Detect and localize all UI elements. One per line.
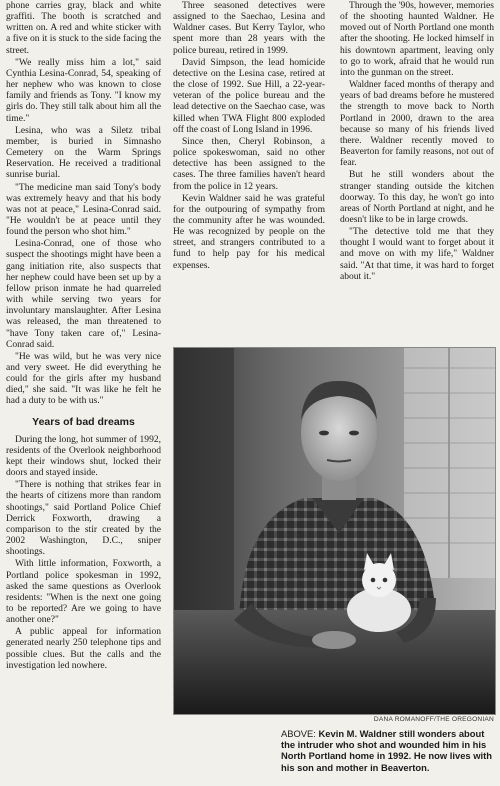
news-photo [173, 347, 496, 715]
article-column-3 [340, 0, 494, 283]
paragraph: David Simpson, the lead homicide detective on the Lesina case, retired at the close of 1992. Sue Hill, a 22-year-veteran of the police bureau and the lead detective on the Saechao case, was killed when TWA Flight 800 exploded off the coast of Long Island in 1996. [173, 56, 325, 135]
paragraph: With little information, Foxworth, a Portland police spokesman in 1992, asked the same questions as Overlook residents: "When is the next one going to be reported? Are we going to have another one?" [6, 558, 161, 626]
paragraph: But he still wonders about the stranger standing outside the kitchen doorway. To this day, he won't go into areas of North Portland at night, and he doesn't like to be in large crowds. [340, 169, 494, 225]
paragraph: "There is nothing that strikes fear in the hearts of citizens more than random shootings," said Portland Police Chief Derrick Foxworth, drawing a comparison to the stir created by the 2002 Washington, D.C., sniper shootings. [6, 479, 161, 558]
article-column-2 [173, 0, 325, 272]
caption-text: Kevin M. Waldner still wonders about the intruder who shot and wounded him in his North Portland home in 1992. He now lives with his son and mother in Beaverton. [281, 728, 492, 773]
paragraph: Lesina, who was a Siletz tribal member, is buried in Simnasho Cemetery on the Warm Springs Reservation. He received a traditional sunrise burial. [6, 124, 161, 181]
paragraph: Waldner faced months of therapy and years of bad dreams before he mustered the strength to move back to North Portland in 2000, drawn to the area because so many of his friends lived there. Waldner recently moved to Beaverton for family reasons, not out of fear. [340, 79, 494, 169]
article-column-1 [6, 0, 161, 672]
paragraph: A public appeal for information generated nearly 250 telephone tips and possible clues. But the calls and the investigation led nowhere. [6, 626, 161, 671]
photo-caption [281, 728, 495, 773]
paragraph: During the long, hot summer of 1992, residents of the Overlook neighborhood kept their windows shut, locked their doors and stayed inside. [6, 433, 161, 479]
paragraph: "He was wild, but he was very nice and very sweet. He did everything he could for the girls after my husband died," she said. "It was like he felt he had a duty to be with us." [6, 350, 161, 407]
paragraph: Through the '90s, however, memories of the shooting haunted Waldner. He moved out of North Portland one month after the shooting. He locked himself in his downtown apartment, leaving only to go to work, afraid that he would run into the gunman on the street. [340, 0, 494, 78]
paragraph: "The medicine man said Tony's body was extremely heavy and that his body was not at peace," Lesina-Conrad said. "He wouldn't be at peace until they found the person who shot him." [6, 181, 161, 238]
paragraph: "The detective told me that they thought I would want to forget about it and move on with my life," Waldner said. "At that time, it was hard to forget about it." [340, 226, 494, 282]
paragraph: Three seasoned detectives were assigned to the Saechao, Lesina and Waldner cases. But Kerry Taylor, who spent more than 28 years with the police bureau, retired in 1999. [173, 0, 325, 56]
paragraph: "We really miss him a lot," said Cynthia Lesina-Conrad, 54, speaking of her nephew who was known to close family and friends as Tony. "I know my girls do. They still talk about him all the time." [6, 56, 161, 124]
section-subhead: Years of bad dreams [32, 415, 135, 428]
paragraph: Since then, Cheryl Robinson, a police spokeswoman, said no other detective has been assigned to the cases. The three families haven't heard from the police in 12 years. [173, 135, 325, 192]
caption-lead: ABOVE: [281, 728, 316, 739]
paragraph: Kevin Waldner said he was grateful for the outpouring of sympathy from the community after he was wounded. He was recognized by people on the street, and strangers contributed to a fund to help pay for his medical expenses. [173, 192, 325, 271]
photo-credit: DANA ROMANOFF/THE OREGONIAN [373, 716, 494, 723]
paragraph: phone carries gray, black and white graffiti. The booth is scratched and written on. A red and white sticker with a five on it is stuck to the side facing the street. [6, 0, 161, 56]
paragraph: Lesina-Conrad, one of those who suspect the shootings might have been a gang initiation rite, also suspects that her nephew could have been set up by a fellow prison inmate he had quarreled with while serving two years for involuntary manslaughter. After Lesina was released, the man threatened to "have Tony taken care of," Lesina-Conrad said. [6, 238, 161, 350]
